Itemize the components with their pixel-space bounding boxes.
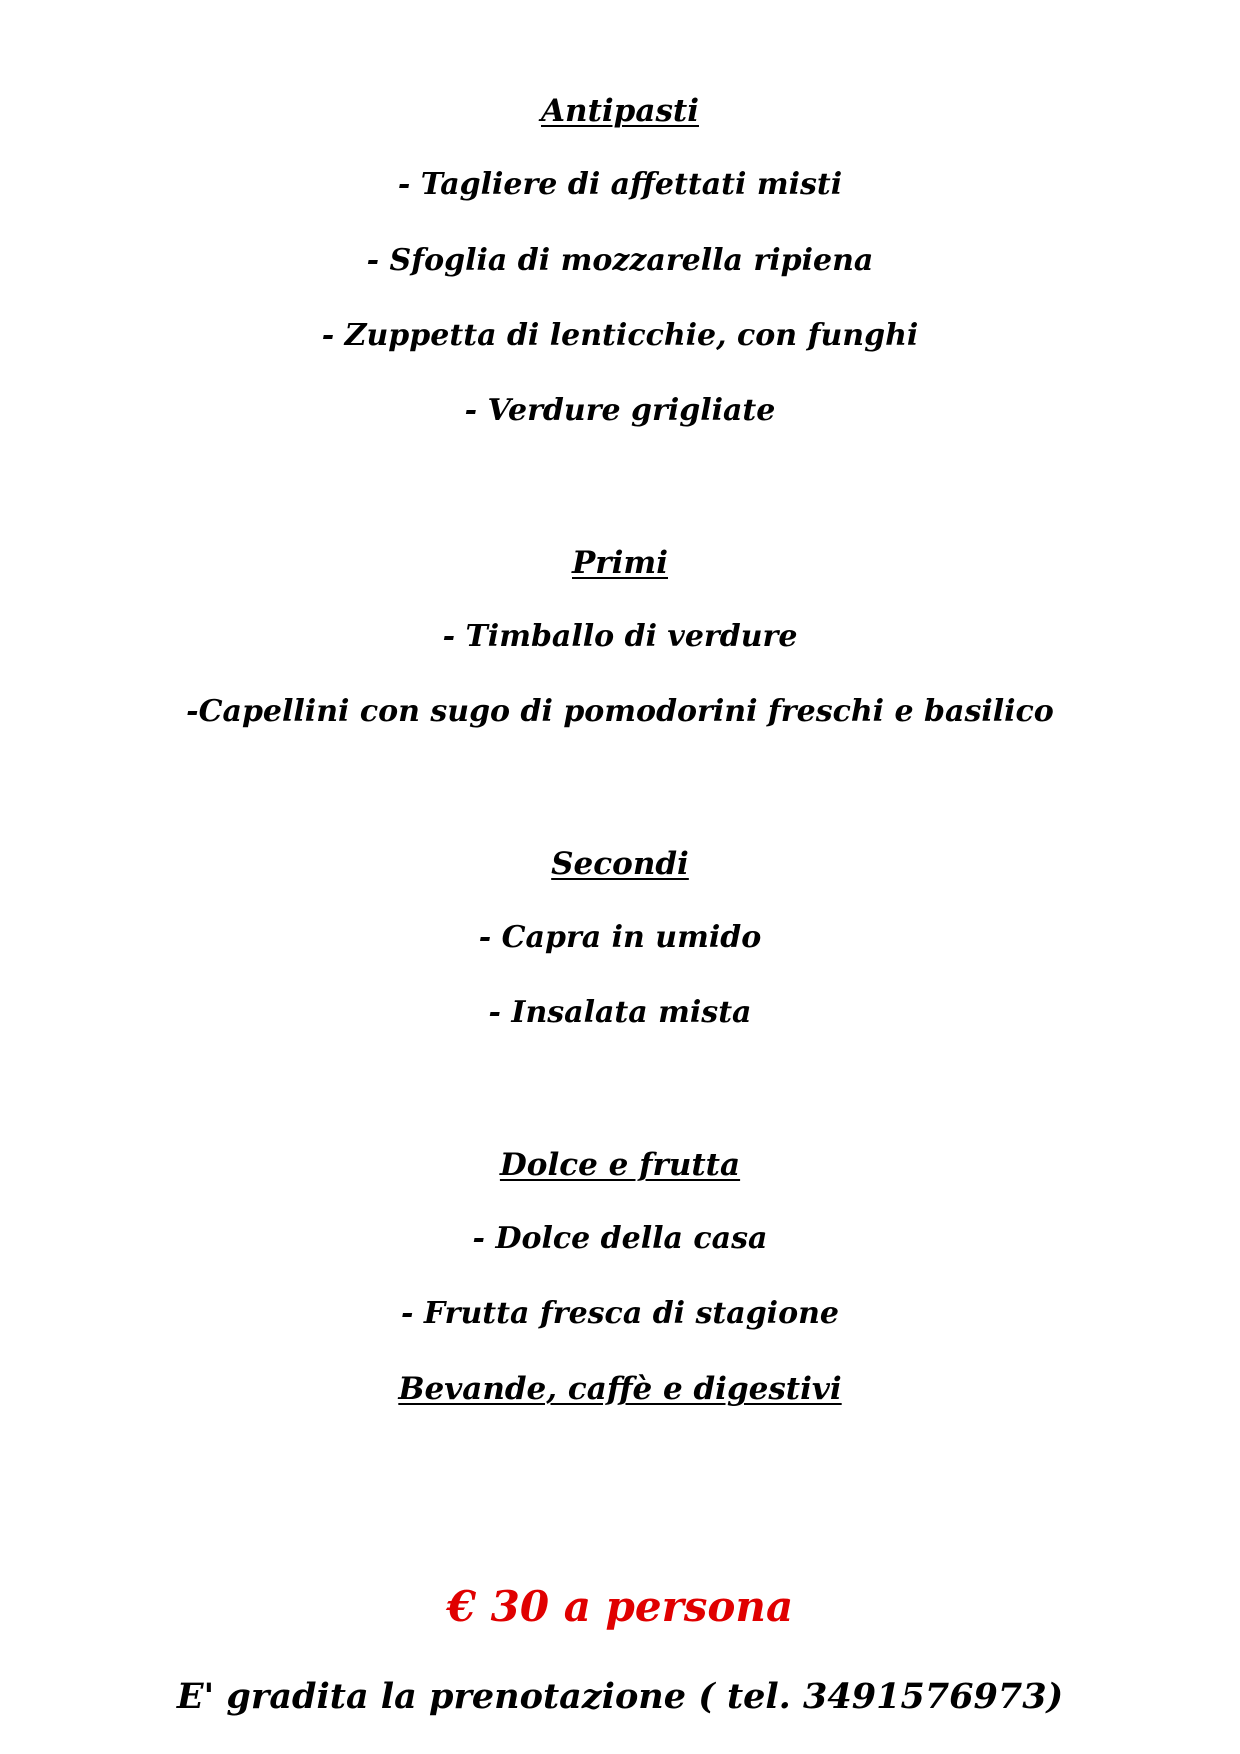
drinks-note: Bevande, caffè e digestivi — [398, 1371, 842, 1407]
section-title-primi: Primi — [572, 545, 668, 581]
menu-item: - Timballo di verdure — [442, 619, 798, 654]
section-title-antipasti: Antipasti — [541, 93, 699, 129]
menu-item: - Dolce della casa — [472, 1221, 768, 1256]
menu-item: - Insalata mista — [488, 995, 752, 1030]
menu-item: - Verdure grigliate — [464, 393, 776, 428]
menu-item: - Frutta fresca di stagione — [400, 1296, 839, 1331]
reservation-note: E' gradita la prenotazione ( tel. 3491576973) — [176, 1676, 1064, 1717]
menu-item: -Capellini con sugo di pomodorini freschi e basilico — [186, 694, 1054, 729]
section-title-dolce-e-frutta: Dolce e frutta — [499, 1147, 741, 1183]
section-title-secondi: Secondi — [551, 846, 689, 882]
menu-item: - Sfoglia di mozzarella ripiena — [366, 243, 874, 278]
menu-item: - Zuppetta di lenticchie, con funghi — [321, 318, 919, 353]
menu-item: - Tagliere di affettati misti — [397, 167, 843, 202]
menu-item: - Capra in umido — [478, 920, 762, 955]
price-per-person: € 30 a persona — [446, 1582, 794, 1631]
